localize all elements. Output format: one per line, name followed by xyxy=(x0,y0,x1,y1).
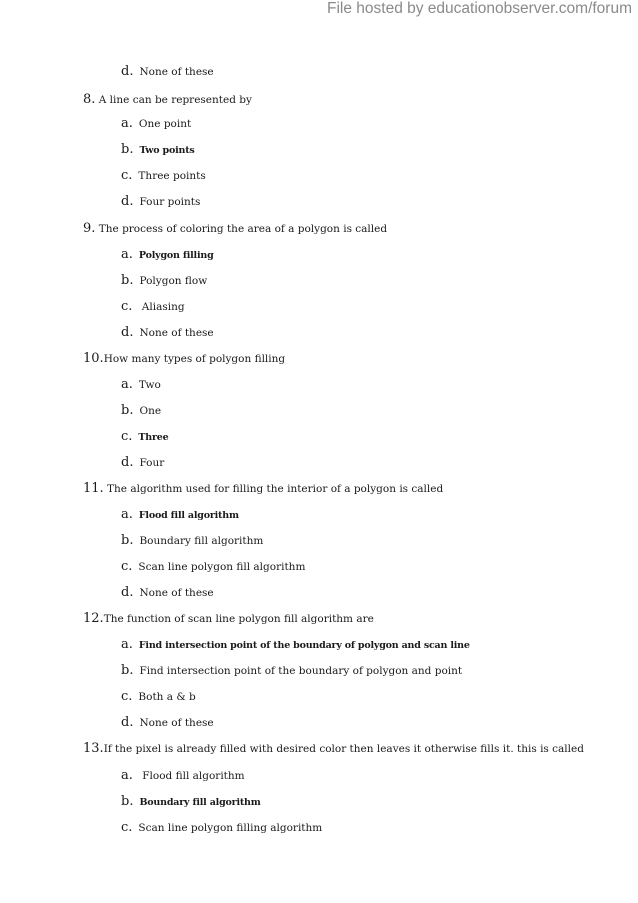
option-text: One point xyxy=(138,118,192,130)
question-12 xyxy=(83,611,374,626)
question-text: If the pixel is already filled with desired color then leaves it otherwise fills it. this is called xyxy=(103,743,584,755)
option-11d xyxy=(121,585,214,600)
option-letter: d. xyxy=(121,64,134,79)
option-letter: b. xyxy=(121,142,134,157)
question-number: 8. xyxy=(83,92,96,107)
option-text: None of these xyxy=(139,66,214,78)
option-text: Scan line polygon fill algorithm xyxy=(138,561,306,573)
option-text: None of these xyxy=(139,327,214,339)
option-9d xyxy=(121,325,214,340)
question-10 xyxy=(83,351,285,366)
option-text: Two xyxy=(138,379,161,391)
question-number: 12. xyxy=(83,611,104,626)
question-13 xyxy=(83,741,584,756)
option-text-answer: Polygon filling xyxy=(138,250,214,261)
option-letter: b. xyxy=(121,794,134,809)
option-text-answer: Find intersection point of the boundary of polygon and scan line xyxy=(138,640,470,651)
option-text-answer: Flood fill algorithm xyxy=(138,510,239,521)
option-9c xyxy=(121,299,185,314)
option-13c xyxy=(121,820,322,835)
option-letter: d. xyxy=(121,325,134,340)
option-letter: a. xyxy=(121,377,133,392)
option-text: Three points xyxy=(138,170,206,182)
option-text: Boundary fill algorithm xyxy=(139,535,264,547)
option-letter: b. xyxy=(121,533,134,548)
option-12a xyxy=(121,637,470,652)
question-text: A line can be represented by xyxy=(98,94,252,106)
option-12d xyxy=(121,715,214,730)
option-letter: b. xyxy=(121,403,134,418)
option-text: Scan line polygon filling algorithm xyxy=(138,822,323,834)
option-text: None of these xyxy=(139,717,214,729)
option-letter: a. xyxy=(121,637,133,652)
option-letter: c. xyxy=(121,689,133,704)
option-letter: a. xyxy=(121,507,133,522)
option-10d xyxy=(121,455,164,470)
option-11b xyxy=(121,533,263,548)
option-letter: b. xyxy=(121,663,134,678)
question-number: 9. xyxy=(83,221,96,236)
option-text: Find intersection point of the boundary of polygon and point xyxy=(139,665,463,677)
question-number: 13. xyxy=(83,741,104,756)
option-letter: d. xyxy=(121,455,134,470)
option-9b xyxy=(121,273,207,288)
option-letter: a. xyxy=(121,116,133,131)
watermark: File hosted by educationobserver.com/forum xyxy=(327,0,632,17)
option-9a xyxy=(121,247,214,262)
option-text: Polygon flow xyxy=(139,275,208,287)
question-11 xyxy=(83,481,443,496)
option-text: One xyxy=(139,405,162,417)
option-letter: d. xyxy=(121,585,134,600)
option-8d xyxy=(121,194,200,209)
option-letter: c. xyxy=(121,299,133,314)
option-10a xyxy=(121,377,161,392)
option-8b xyxy=(121,142,195,157)
option-text: None of these xyxy=(139,587,214,599)
option-letter: c. xyxy=(121,168,133,183)
option-prev-d xyxy=(121,64,214,79)
option-13b xyxy=(121,794,261,809)
option-8c xyxy=(121,168,206,183)
option-text-answer: Two points xyxy=(139,145,195,156)
option-letter: b. xyxy=(121,273,134,288)
option-10b xyxy=(121,403,161,418)
question-8 xyxy=(83,92,252,107)
option-letter: d. xyxy=(121,715,134,730)
option-12c xyxy=(121,689,196,704)
option-10c xyxy=(121,429,169,444)
option-letter: d. xyxy=(121,194,134,209)
option-text-answer: Boundary fill algorithm xyxy=(139,797,261,808)
question-number: 10. xyxy=(83,351,104,366)
question-9 xyxy=(83,221,387,236)
question-text: How many types of polygon filling xyxy=(103,353,286,365)
option-text: Four points xyxy=(139,196,201,208)
question-text: The algorithm used for filling the interior of a polygon is called xyxy=(107,483,444,495)
option-text: Flood fill algorithm xyxy=(142,770,245,782)
option-text-answer: Three xyxy=(138,432,169,443)
option-text: Aliasing xyxy=(141,301,185,313)
option-11c xyxy=(121,559,305,574)
option-text: Both a & b xyxy=(138,691,196,703)
question-text: The function of scan line polygon fill algorithm are xyxy=(103,613,374,625)
option-11a xyxy=(121,507,239,522)
question-number: 11. xyxy=(83,481,104,496)
option-13a xyxy=(121,768,245,783)
option-letter: a. xyxy=(121,768,133,783)
option-letter: c. xyxy=(121,429,133,444)
option-letter: c. xyxy=(121,559,133,574)
option-text: Four xyxy=(139,457,165,469)
question-text: The process of coloring the area of a polygon is called xyxy=(98,223,388,235)
option-letter: c. xyxy=(121,820,133,835)
option-letter: a. xyxy=(121,247,133,262)
option-12b xyxy=(121,663,462,678)
option-8a xyxy=(121,116,191,131)
